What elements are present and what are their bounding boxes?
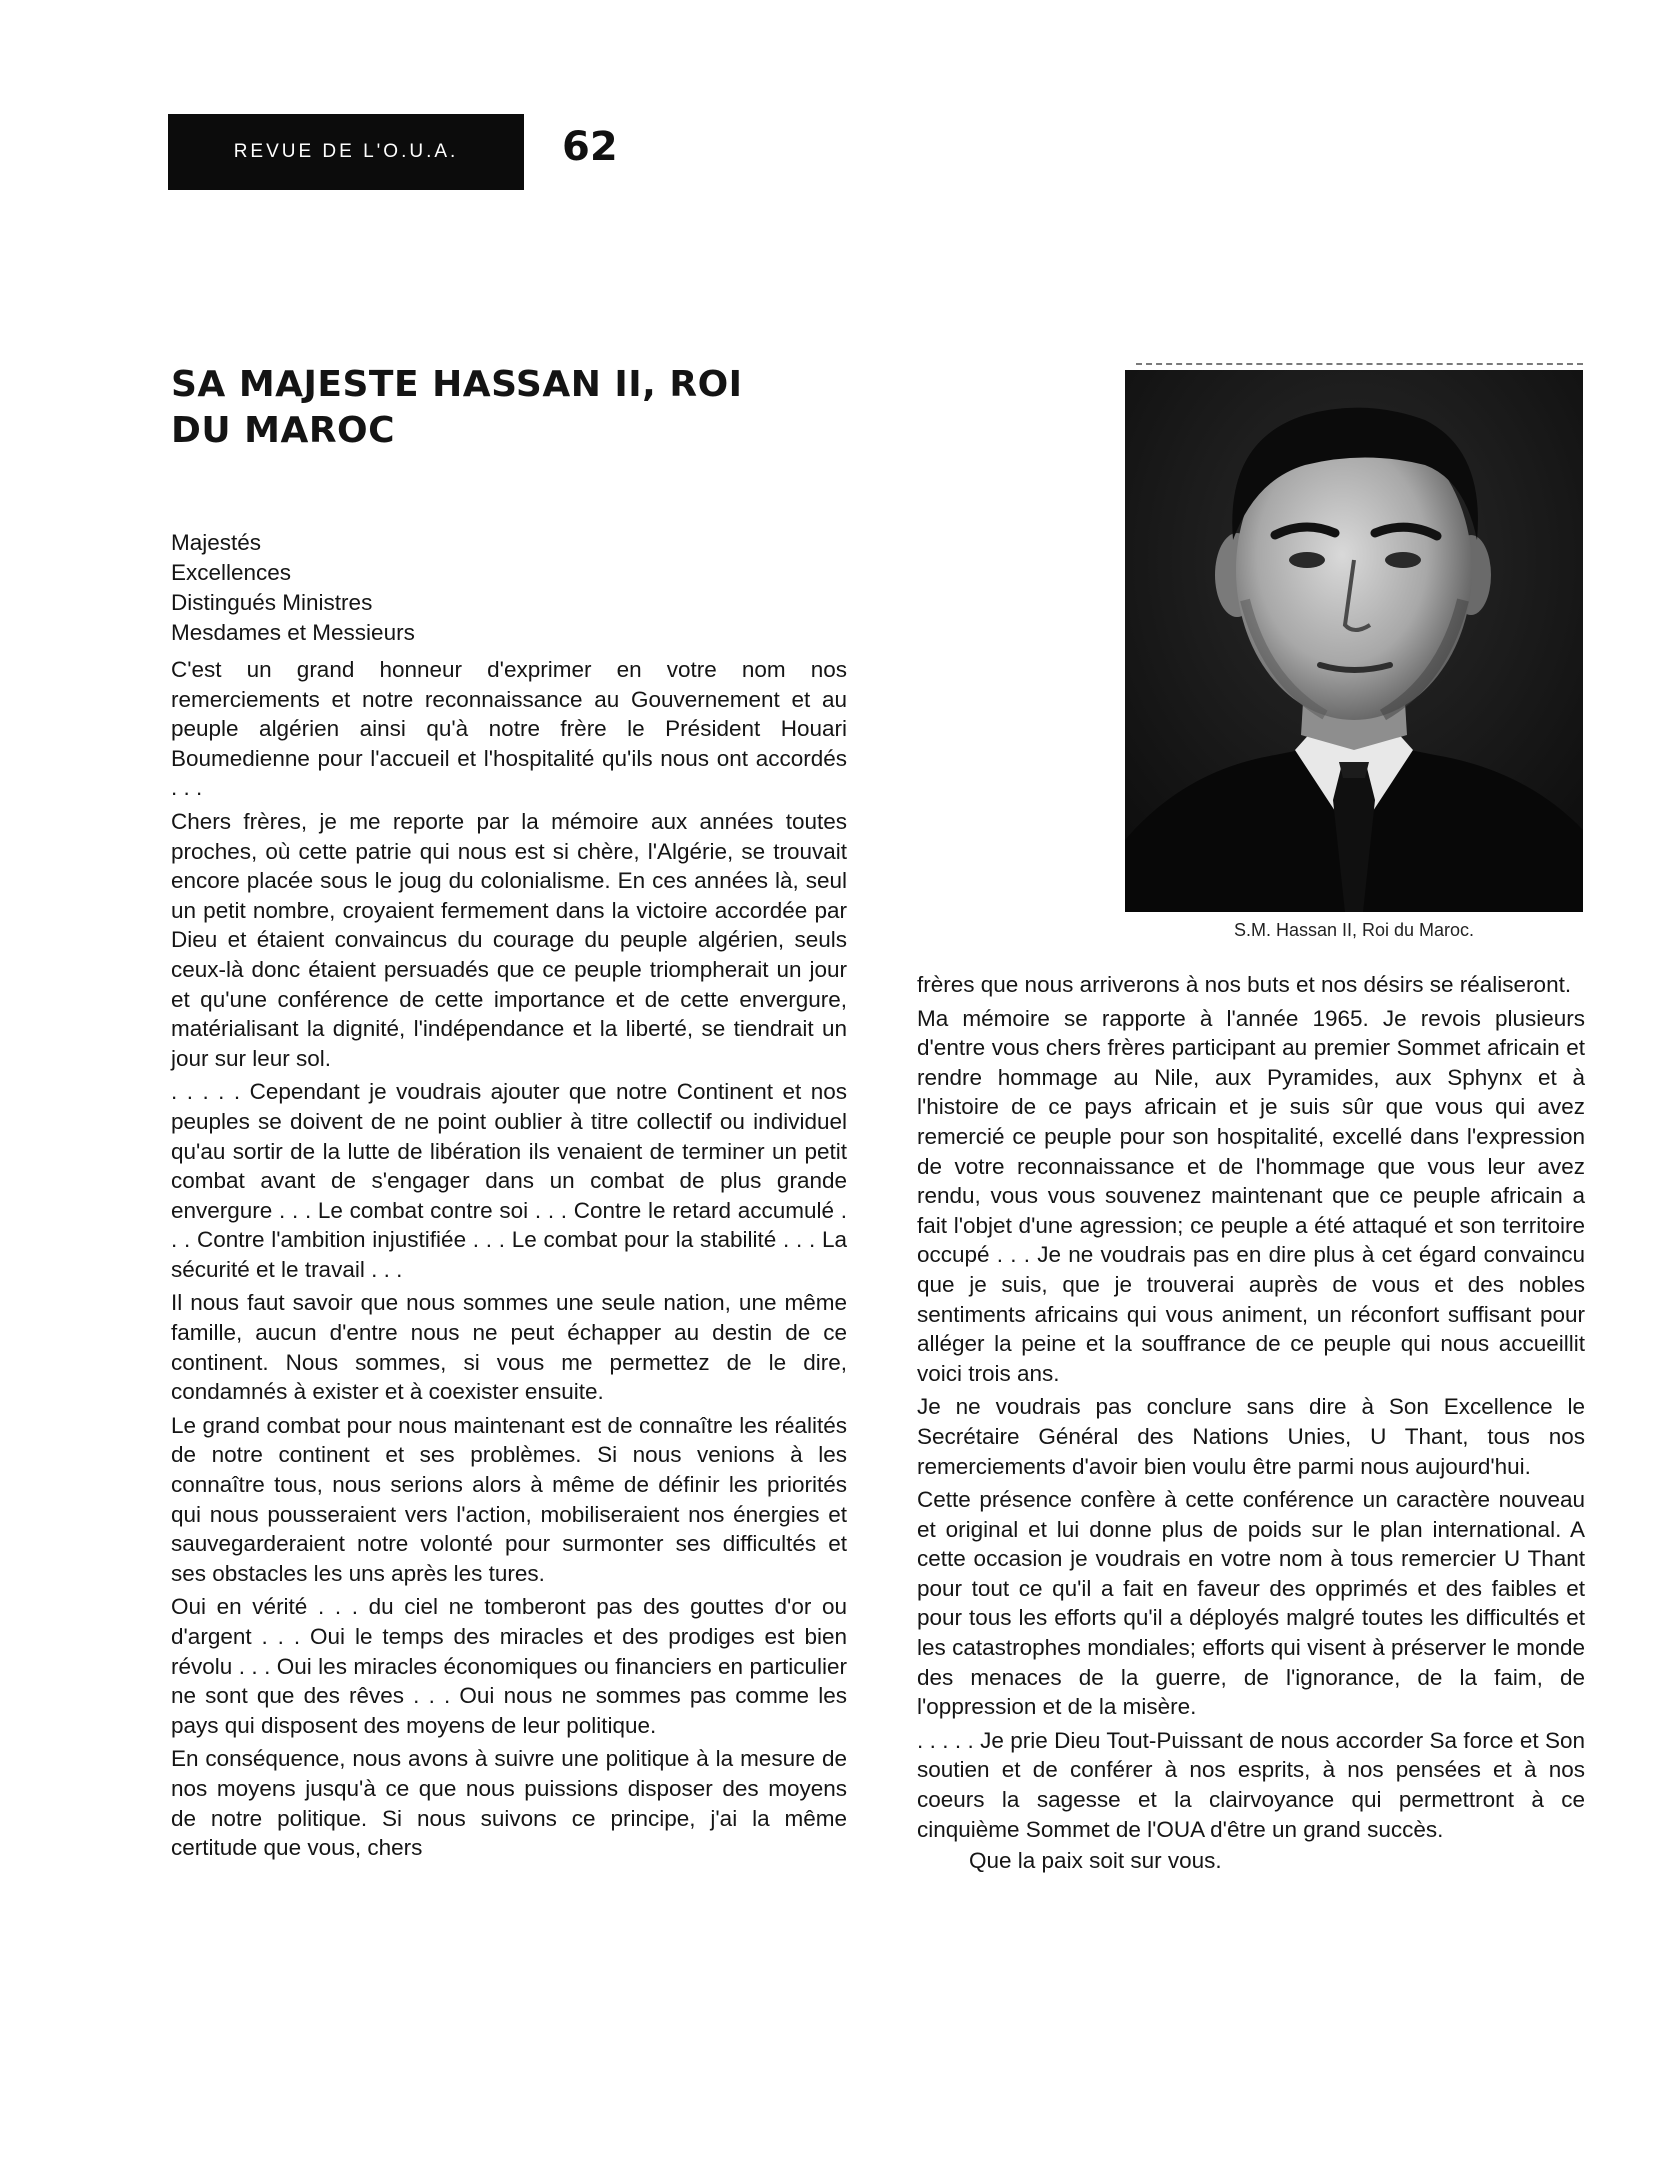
body-paragraph: Il nous faut savoir que nous sommes une seule nation, une même famille, aucun d'entre nous ne peut échapper au destin de ce continent. Nous sommes, si vous me permettez de le dire, condamnés à exister et à coexister ensuite. (171, 1290, 847, 1405)
body-paragraph: Je ne voudrais pas conclure sans dire à Son Excellence le Secrétaire Général des Nations Unies, U Thant, tous nos remerciements d'avoir bien voulu être parmi nous aujourd'hui. (917, 1394, 1585, 1479)
photo-caption: S.M. Hassan II, Roi du Maroc. (1233, 920, 1475, 940)
photo-top-rule (1136, 363, 1583, 365)
body-paragraph: . . . . . Je prie Dieu Tout-Puissant de nous accorder Sa force et Son soutien et de conférer à nos esprits, à nos pensées et à nos coeurs la sagesse et la clairvoyance qui permettront à ce cinquième Sommet de l'OUA d'être un grand succès. (917, 1727, 1585, 1842)
left-column (171, 528, 847, 1863)
body-paragraph: Oui en vérité . . . du ciel ne tomberont pas des gouttes d'or ou d'argent . . . Oui le temps des miracles et des prodiges est bien révolu . . . Oui les miracles économiques ou financiers en particulier ne sont que des rêves . . . Oui nous ne sommes pas comme les pays qui disposent des moyens de leur politique. (171, 1594, 847, 1738)
body-paragraph: Ma mémoire se rapporte à l'année 1965. Je revois plusieurs d'entre vous chers frères participant au premier Sommet africain et rendre hommage au Nile, aux Pyramides, aux Sphynx et à l'histoire de ce pays africain et je suis sûr que vous qui avez remercié ce peuple pour son hospitalité, excellé dans l'expression de votre reconnaissance et de l'hommage que vous leur avez rendu, vous vous souvenez maintenant que ce peuple africain a fait l'objet d'une agression; ce peuple a été attaqué et son territoire occupé . . . Je ne voudrais pas en dire plus à cet égard convaincu que je suis, que je trouverai auprès de vous et des nobles sentiments africains qui vous animent, un réconfort suffisant pour alléger la peine et la souffrance de ce peuple qui nous accueillit voici trois ans. (917, 1005, 1585, 1386)
body-paragraph: Le grand combat pour nous maintenant est de connaître les réalités de notre continent et ses problèmes. Si nous venions à les connaître tous, nous serions alors à même de définir les priorités qui nous pousseraient vers l'action, mobiliseraient nos énergies et sauvegarderaient notre volonté pour surmonter ses difficultés et ses obstacles les uns après les tures. (171, 1412, 847, 1586)
closing-line: Que la paix soit sur vous. (969, 1848, 1222, 1874)
journal-header-bar (168, 114, 524, 190)
salutations (171, 528, 847, 648)
right-column (917, 970, 1585, 1876)
body-paragraph: C'est un grand honneur d'exprimer en votre nom nos remerciements et notre reconnaissance au Gouvernement et au peuple algérien ainsi qu'à notre frère le Président Houari Boumedienne pour l'accueil et l'hospitalité qu'ils nous ont accordés . . . (171, 657, 847, 801)
body-paragraph: Cette présence confère à cette conférence un caractère nouveau et original et lui donne plus de poids sur le plan international. A cette occasion je voudrais en votre nom à tous remercier U Thant pour tout ce qu'il a fait en faveur des opprimés et des faibles et pour tous les efforts qu'il a déployés malgré toutes les difficultés et les catastrophes mondiales; efforts qui visent à préserver le monde des menaces de la guerre, de l'ignorance, de la faim, de l'oppression et de la misère. (917, 1487, 1585, 1720)
salutation-line: Majestés (171, 530, 262, 555)
portrait-illustration (1125, 370, 1583, 912)
body-paragraph: frères que nous arriverons à nos buts et nos désirs se réaliseront. (917, 972, 1572, 997)
body-paragraph: En conséquence, nous avons à suivre une politique à la mesure de nos moyens jusqu'à ce que nous puissions disposer des moyens de notre politique. Si nous suivons ce principe, j'ai la même certitude que vous, chers (171, 1746, 847, 1861)
body-paragraph: Chers frères, je me reporte par la mémoire aux années toutes proches, où cette patrie qui nous est si chère, l'Algérie, se trouvait encore placée sous le joug du colonialisme. En ces années là, seul un petit nombre, croyaient fermement dans la victoire accordée par Dieu et étaient convaincus du courage du peuple algérien, seuls ceux-là donc étaient persuadés que ce peuple triompherait un jour et qu'une conférence de cette importance et de cette envergure, matérialisant la dignité, l'indépendance et la liberté, se tiendrait un jour sur leur sol. (171, 808, 847, 1071)
body-paragraph: . . . . . Cependant je voudrais ajouter que notre Continent et nos peuples se doivent de ne point oublier à titre collectif ou individuel qu'au sortir de la lutte de libération ils venaient de terminer un petit combat avant de s'engager dans un combat de plus grande envergure . . . Le combat contre soi . . . Contre le retard accumulé . . . Contre l'ambition injustifiée . . . Le combat pour la stabilité . . . La sécurité et le travail . . . (171, 1079, 847, 1282)
portrait-photo (1125, 370, 1583, 912)
salutation-line: Excellences (171, 560, 292, 585)
article-title: SA MAJESTE HASSAN II, ROI DU MAROC (171, 364, 743, 451)
journal-label: REVUE DE L'O.U.A. (233, 141, 459, 162)
page-number: 62 (562, 124, 618, 170)
salutation-line: Mesdames et Messieurs (171, 620, 415, 645)
salutation-line: Distingués Ministres (171, 590, 373, 615)
